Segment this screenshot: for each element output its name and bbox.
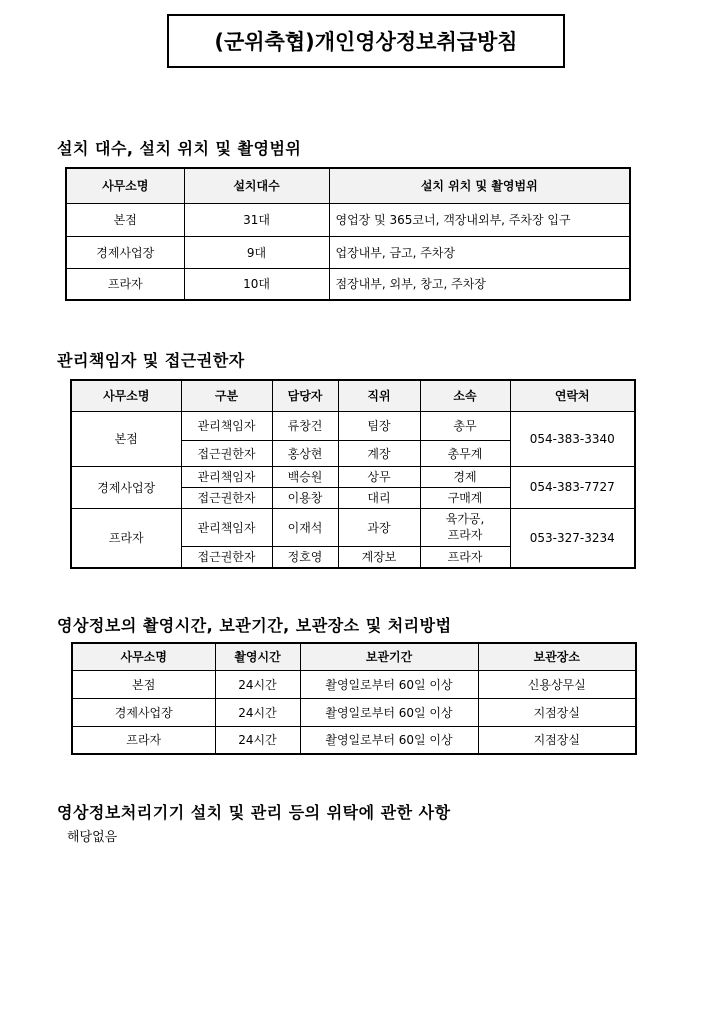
table-row xyxy=(72,726,636,754)
table-row xyxy=(72,670,636,698)
cell-phone: 054-383-3340 xyxy=(510,411,635,466)
retention-table xyxy=(71,642,637,755)
installation-table xyxy=(65,167,631,301)
cell-location: 업장내부, 금고, 주차장 xyxy=(329,236,630,268)
cell-dept: 경제 xyxy=(420,466,510,487)
manager-table xyxy=(70,379,636,569)
cell-position: 상무 xyxy=(338,466,420,487)
cell-office: 본점 xyxy=(66,203,184,236)
table-row xyxy=(66,203,630,236)
header-person: 담당자 xyxy=(272,380,338,411)
cell-type: 접근권한자 xyxy=(181,546,272,568)
cell-person: 류창건 xyxy=(272,411,338,440)
cell-office: 본점 xyxy=(71,411,181,466)
cell-phone: 054-383-7727 xyxy=(510,466,635,508)
header-phone: 연락처 xyxy=(510,380,635,411)
cell-place: 지점장실 xyxy=(478,726,636,754)
dept-line-2: 프라자 xyxy=(447,528,483,542)
cell-person: 이용창 xyxy=(272,487,338,508)
section2-heading: 관리책임자 및 접근권한자 xyxy=(57,351,245,370)
cell-dept: 구매계 xyxy=(420,487,510,508)
cell-dept: 총무계 xyxy=(420,440,510,466)
table-row xyxy=(72,698,636,726)
cell-position: 계장보 xyxy=(338,546,420,568)
section4-note: 해당없음 xyxy=(67,830,118,845)
cell-position: 과장 xyxy=(338,508,420,546)
header-period: 보관기간 xyxy=(300,643,478,670)
cell-office: 경제사업장 xyxy=(72,698,215,726)
cell-office: 본점 xyxy=(72,670,215,698)
cell-count: 10대 xyxy=(184,268,329,300)
cell-person: 홍상현 xyxy=(272,440,338,466)
cell-person: 정호영 xyxy=(272,546,338,568)
cell-dept: 프라자 xyxy=(420,546,510,568)
header-position: 직위 xyxy=(338,380,420,411)
cell-type: 접근권한자 xyxy=(181,487,272,508)
cell-location: 영업장 및 365코너, 객장내외부, 주차장 입구 xyxy=(329,203,630,236)
header-office: 사무소명 xyxy=(66,168,184,203)
header-location: 설치 위치 및 촬영범위 xyxy=(329,168,630,203)
cell-phone: 053-327-3234 xyxy=(510,508,635,568)
table-row xyxy=(71,508,635,546)
table-row xyxy=(66,236,630,268)
cell-person: 백승원 xyxy=(272,466,338,487)
cell-office: 프라자 xyxy=(66,268,184,300)
cell-period: 촬영일로부터 60일 이상 xyxy=(300,726,478,754)
header-office: 사무소명 xyxy=(71,380,181,411)
cell-period: 촬영일로부터 60일 이상 xyxy=(300,698,478,726)
table-row xyxy=(71,466,635,487)
document-title: (군위축협)개인영상정보취급방침 xyxy=(167,14,565,68)
cell-position: 팀장 xyxy=(338,411,420,440)
cell-count: 9대 xyxy=(184,236,329,268)
cell-office: 프라자 xyxy=(72,726,215,754)
cell-dept: 총무 xyxy=(420,411,510,440)
section3-heading: 영상정보의 촬영시간, 보관기간, 보관장소 및 처리방법 xyxy=(57,616,452,635)
cell-type: 관리책임자 xyxy=(181,411,272,440)
header-hours: 촬영시간 xyxy=(215,643,300,670)
header-dept: 소속 xyxy=(420,380,510,411)
installation-table-header xyxy=(66,168,630,203)
table-row xyxy=(71,411,635,440)
cell-place: 지점장실 xyxy=(478,698,636,726)
section1-heading: 설치 대수, 설치 위치 및 촬영범위 xyxy=(57,139,302,158)
cell-place: 신용상무실 xyxy=(478,670,636,698)
cell-hours: 24시간 xyxy=(215,698,300,726)
cell-type: 관리책임자 xyxy=(181,466,272,487)
cell-count: 31대 xyxy=(184,203,329,236)
cell-type: 관리책임자 xyxy=(181,508,272,546)
cell-dept xyxy=(420,508,510,546)
cell-type: 접근권한자 xyxy=(181,440,272,466)
cell-office: 경제사업장 xyxy=(71,466,181,508)
dept-line-1: 육가공, xyxy=(445,512,485,526)
header-type: 구분 xyxy=(181,380,272,411)
cell-location: 점장내부, 외부, 창고, 주차장 xyxy=(329,268,630,300)
table-row xyxy=(66,268,630,300)
cell-person: 이재석 xyxy=(272,508,338,546)
cell-position: 대리 xyxy=(338,487,420,508)
header-office: 사무소명 xyxy=(72,643,215,670)
header-place: 보관장소 xyxy=(478,643,636,670)
header-count: 설치대수 xyxy=(184,168,329,203)
retention-table-header xyxy=(72,643,636,670)
cell-office: 프라자 xyxy=(71,508,181,568)
section4-heading: 영상정보처리기기 설치 및 관리 등의 위탁에 관한 사항 xyxy=(57,803,451,822)
cell-position: 계장 xyxy=(338,440,420,466)
cell-period: 촬영일로부터 60일 이상 xyxy=(300,670,478,698)
manager-table-header xyxy=(71,380,635,411)
cell-hours: 24시간 xyxy=(215,670,300,698)
cell-office: 경제사업장 xyxy=(66,236,184,268)
cell-hours: 24시간 xyxy=(215,726,300,754)
